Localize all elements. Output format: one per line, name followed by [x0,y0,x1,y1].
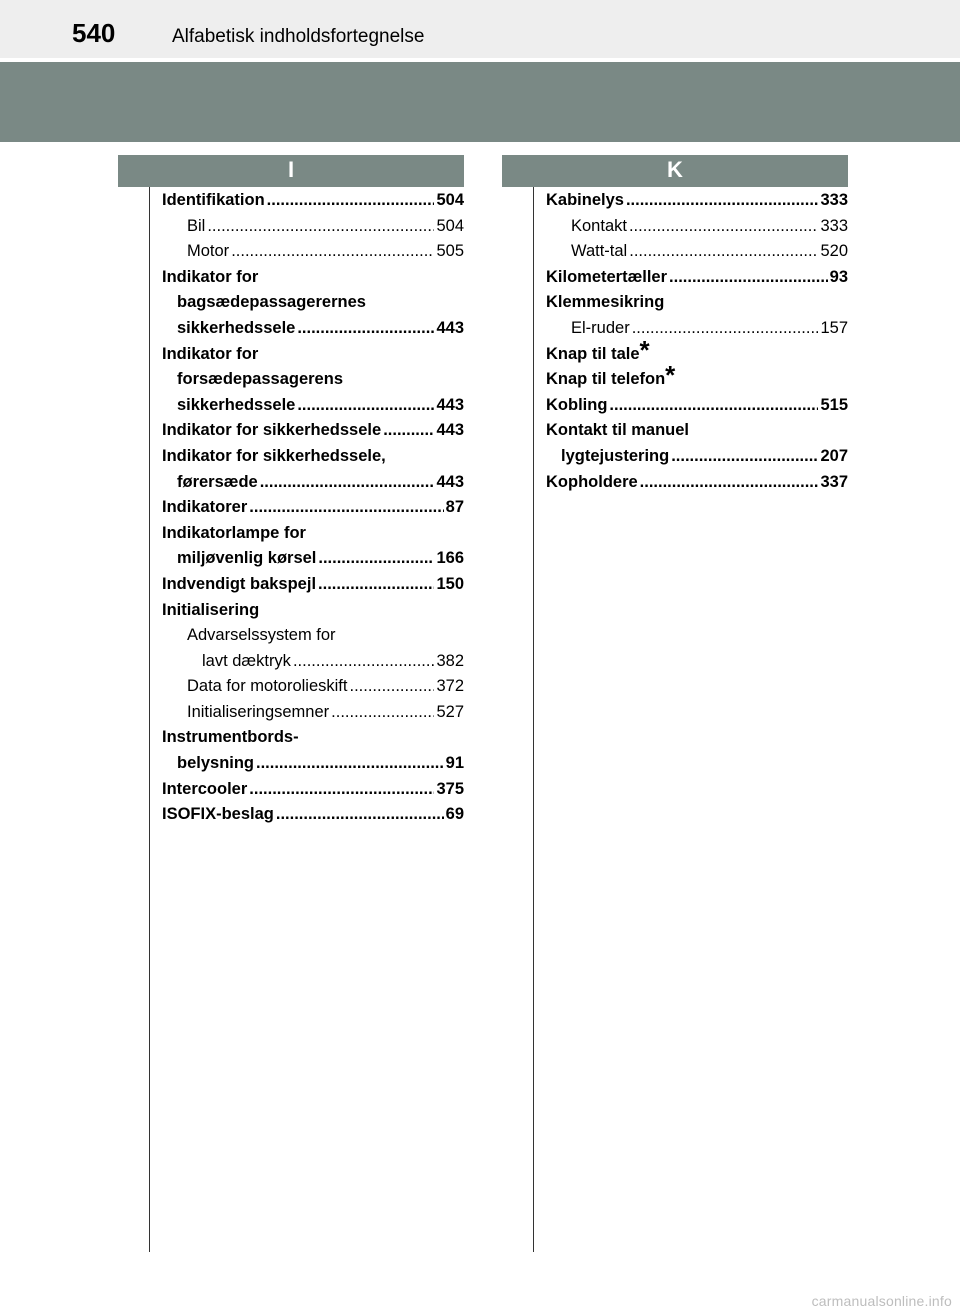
entry-term: Advarselssystem for [187,626,336,645]
dot-leader [632,316,819,342]
entry-term: Intercooler [162,779,248,798]
dot-leader [297,393,434,419]
dot-leader [626,188,819,214]
entry-term: Instrumentbords- [162,728,299,747]
column-rule-right [533,187,534,1252]
entry-page-number: 93 [829,267,848,286]
entry-term: sikkerhedssele [177,318,296,337]
index-entry [162,316,464,342]
dot-leader [383,418,434,444]
dot-leader [297,316,434,342]
entry-term: Knap til telefon [546,370,666,389]
entry-term: Initialisering [162,600,260,619]
index-entry [546,214,848,240]
entry-page-number: 515 [820,395,848,414]
entry-page-number: 333 [820,216,848,235]
entry-page-number: 91 [445,754,464,773]
index-entry: Knap til tale * [546,342,848,368]
entry-term: lygtejustering [561,446,670,465]
entry-page-number: 166 [436,549,464,568]
index-entry [546,470,848,496]
entry-term: Kobling [546,395,608,414]
entry-term: belysning [177,754,255,773]
entry-term: Motor [187,242,230,261]
entry-term: Indikatorlampe for [162,523,306,542]
dot-leader [609,393,818,419]
dot-leader [669,265,828,291]
index-entry [162,751,464,777]
entry-page-number: 207 [820,446,848,465]
index-entry: Knap til telefon * [546,367,848,393]
index-entry [162,342,464,368]
index-entry [162,495,464,521]
entry-page-number: 157 [820,318,848,337]
column-rule-left [149,187,150,1252]
dot-leader [276,802,444,828]
index-entry [162,649,464,675]
entry-term: forsædepassagerens [177,370,343,389]
entry-page-number: 443 [436,318,464,337]
entry-term: ISOFIX-beslag [162,805,274,824]
entry-page-number: 504 [436,216,464,235]
dot-leader [640,470,819,496]
entry-term: Knap til tale [546,344,640,363]
entry-term: Kilometertæller [546,267,668,286]
dot-leader [349,674,434,700]
index-entry [162,265,464,291]
index-entry [162,188,464,214]
section-header-k: K [502,155,848,187]
dot-leader [249,777,434,803]
index-entry [162,700,464,726]
entry-term: miljøvenlig kørsel [177,549,317,568]
entry-page-number: 382 [436,651,464,670]
entry-term: El-ruder [571,318,630,337]
dot-leader [231,239,434,265]
dot-leader [207,214,434,240]
index-entry [162,214,464,240]
dot-leader [331,700,434,726]
index-entry [546,265,848,291]
dot-leader [629,239,818,265]
entry-term: Kabinelys [546,191,624,209]
dot-leader [629,214,819,240]
index-entry [546,239,848,265]
dot-leader [293,649,435,675]
index-entry [546,188,848,214]
entry-page-number: 150 [436,574,464,593]
index-entry [162,444,464,470]
index-entry [546,316,848,342]
dot-leader [318,572,434,598]
index-entry [162,623,464,649]
entry-term: Kontakt til manuel [546,421,690,440]
entry-page-number: 443 [436,395,464,414]
entry-term: Kopholdere [546,472,638,491]
index-entry [162,239,464,265]
entry-term: Data for motorolieskift [187,677,348,696]
entry-term: Identifikation [162,191,265,209]
entry-term: Indikator for sikkerhedssele, [162,446,386,465]
entry-page-number: 87 [445,498,464,517]
index-entry [162,674,464,700]
entry-term: Indvendigt bakspejl [162,574,317,593]
entry-page-number: 372 [436,677,464,696]
entry-term: Indikator for [162,344,259,363]
entry-page-number: 333 [820,191,848,209]
entry-page-number: 69 [445,805,464,824]
watermark: carmanualsonline.info [811,1293,952,1309]
dot-leader [318,546,434,572]
index-entry [162,572,464,598]
dot-leader [267,188,435,214]
index-entry [162,521,464,547]
index-entry [162,393,464,419]
index-entry [162,418,464,444]
dot-leader [671,444,818,470]
entry-term: Bil [187,216,206,235]
entry-term: lavt dæktryk [202,651,291,670]
entry-term: Indikator for [162,267,259,286]
entry-term: Klemmesikring [546,293,665,312]
section-header-i: I [118,155,464,187]
header-banner [0,62,960,142]
dot-leader [256,751,444,777]
entry-page-number: 520 [820,242,848,261]
index-column-i [162,188,464,828]
index-entry [546,290,848,316]
entry-term: førersæde [177,472,258,491]
index-column-k [546,188,848,495]
index-entry [546,418,848,444]
entry-term: Indikatorer [162,498,248,517]
entry-page-number: 443 [436,421,464,440]
entry-page-number: 505 [436,242,464,261]
dot-leader [260,470,435,496]
entry-page-number: 504 [436,191,464,209]
header-strip [0,0,960,58]
entry-term: Initialiseringsemner [187,702,330,721]
index-entry [546,444,848,470]
index-entry [162,777,464,803]
entry-page-number: 375 [436,779,464,798]
dot-leader [249,495,443,521]
entry-term: Watt-tal [571,242,628,261]
index-entry [162,725,464,751]
entry-term: sikkerhedssele [177,395,296,414]
index-entry [162,802,464,828]
entry-page-number: 337 [820,472,848,491]
index-entry [162,598,464,624]
entry-page-number: 527 [436,702,464,721]
index-entry [162,470,464,496]
index-entry [162,546,464,572]
entry-term: Indikator for sikkerhedssele [162,421,382,440]
page-number: 540 [72,18,116,48]
entry-term: bagsædepassagerernes [177,293,366,312]
index-entry [546,393,848,419]
page-title: Alfabetisk indholdsfortegnelse [172,26,425,47]
entry-page-number: 443 [436,472,464,491]
index-entry [162,290,464,316]
index-entry [162,367,464,393]
entry-term: Kontakt [571,216,627,235]
